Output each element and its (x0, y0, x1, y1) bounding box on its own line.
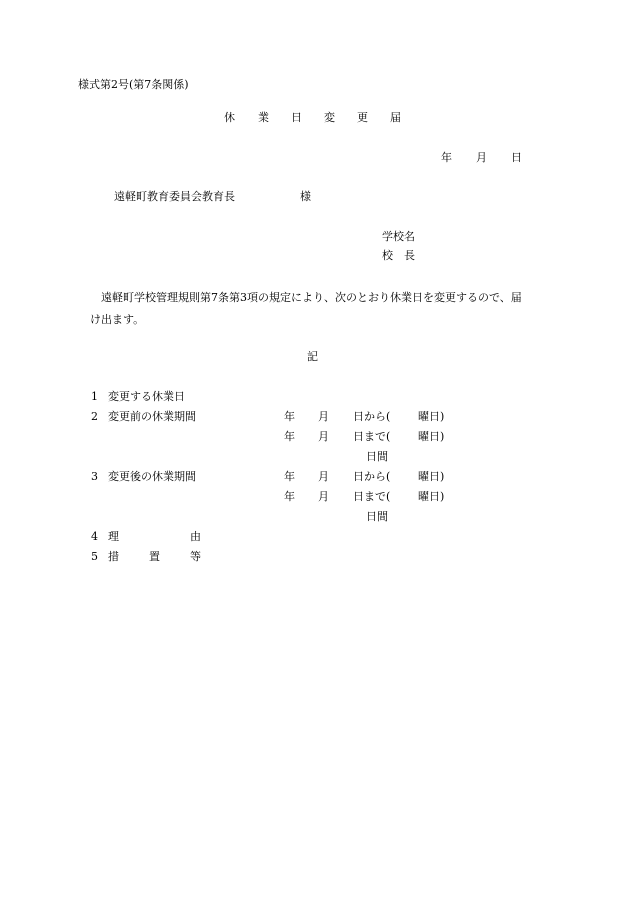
item-number: 3 (91, 470, 98, 483)
period-day: 日まで( (353, 490, 391, 503)
period-weekday: 曜日) (418, 490, 445, 503)
title-char: 休 (224, 111, 235, 124)
body-text-line2: け出ます。 (90, 313, 145, 326)
form-number: 様式第2号(第7条関係) (78, 78, 189, 91)
principal-label: 校 長 (382, 249, 415, 262)
period-year: 年 (284, 470, 295, 483)
item-number: 1 (91, 390, 98, 403)
ki-heading: 記 (307, 350, 318, 363)
item-number: 4 (91, 530, 98, 543)
item-number: 2 (91, 410, 98, 423)
period-weekday: 曜日) (418, 430, 445, 443)
period-month: 月 (318, 470, 329, 483)
period-weekday: 曜日) (418, 410, 445, 423)
item-label: 変更前の休業期間 (108, 410, 196, 423)
item-label-char: 置 (149, 550, 160, 563)
date-month: 月 (476, 151, 487, 164)
period-day: 日から( (353, 470, 391, 483)
item-label-char: 等 (190, 550, 201, 563)
item-label-char: 措 (108, 550, 119, 563)
item-label-char: 理 (108, 530, 119, 543)
period-days: 日間 (366, 450, 388, 463)
title-char: 日 (291, 111, 302, 124)
addressee-honorific: 様 (300, 190, 311, 203)
item-label: 変更する休業日 (108, 390, 185, 403)
school-name-label: 学校名 (382, 230, 415, 243)
period-year: 年 (284, 410, 295, 423)
item-label: 変更後の休業期間 (108, 470, 196, 483)
date-day: 日 (511, 151, 522, 164)
period-month: 月 (318, 490, 329, 503)
title-char: 変 (324, 111, 335, 124)
addressee-name: 遠軽町教育委員会教育長 (114, 190, 235, 203)
item-label-char: 由 (190, 530, 201, 543)
period-day: 日まで( (353, 430, 391, 443)
title-char: 業 (258, 111, 269, 124)
item-number: 5 (91, 550, 98, 563)
period-year: 年 (284, 430, 295, 443)
date-year: 年 (441, 151, 452, 164)
period-weekday: 曜日) (418, 470, 445, 483)
title-char: 届 (390, 111, 401, 124)
period-year: 年 (284, 490, 295, 503)
body-text-line1: 遠軽町学校管理規則第7条第3項の規定により、次のとおり休業日を変更するので、届 (101, 291, 522, 304)
period-month: 月 (318, 410, 329, 423)
period-month: 月 (318, 430, 329, 443)
period-days: 日間 (366, 510, 388, 523)
period-day: 日から( (353, 410, 391, 423)
title-char: 更 (357, 111, 368, 124)
